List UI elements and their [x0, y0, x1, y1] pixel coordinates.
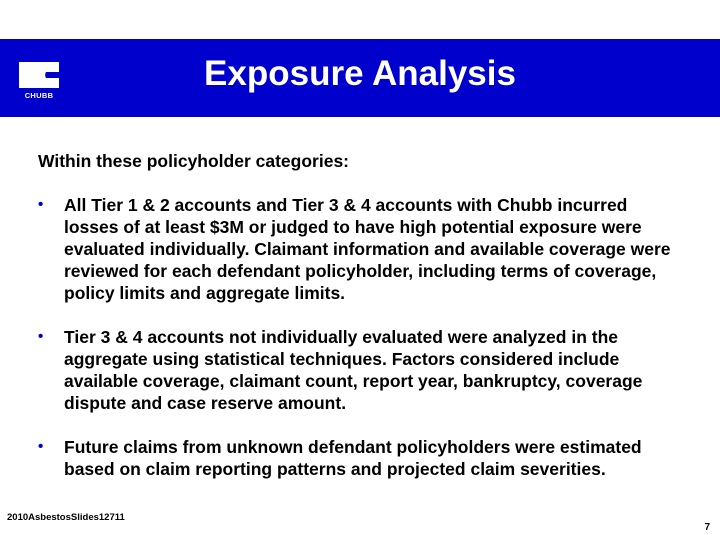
page-title: Exposure Analysis: [204, 54, 516, 93]
intro-text: Within these policyholder categories:: [38, 151, 350, 171]
bullet-icon: •: [38, 438, 44, 455]
title-banner: [0, 39, 720, 117]
bullet-item: [38, 326, 678, 414]
bullet-text: All Tier 1 & 2 accounts and Tier 3 & 4 accounts with Chubb incurred losses of at least $3M or judged to have high potential exposure were evaluated individually. Claimant information and available coverage were reviewed for each defendant policyholder, including terms of coverage, policy limits and aggregate limits.: [64, 195, 671, 303]
bullet-icon: •: [38, 196, 44, 213]
slide-body: [38, 150, 678, 502]
bullet-text: Future claims from unknown defendant policyholders were estimated based on claim reporting patterns and projected claim severities.: [64, 437, 642, 479]
bullet-icon: •: [38, 328, 44, 345]
page-number: 7: [704, 522, 710, 533]
logo-text: CHUBB: [24, 91, 54, 100]
bullet-item: [38, 436, 678, 480]
document-id: 2010AsbestosSlides12711: [7, 512, 125, 523]
bullet-item: [38, 194, 678, 304]
bullet-text: Tier 3 & 4 accounts not individually evaluated were analyzed in the aggregate using statistical techniques. Factors considered include available coverage, claimant count, report year, bankruptcy, coverage dispute and case reserve amount.: [64, 327, 643, 413]
